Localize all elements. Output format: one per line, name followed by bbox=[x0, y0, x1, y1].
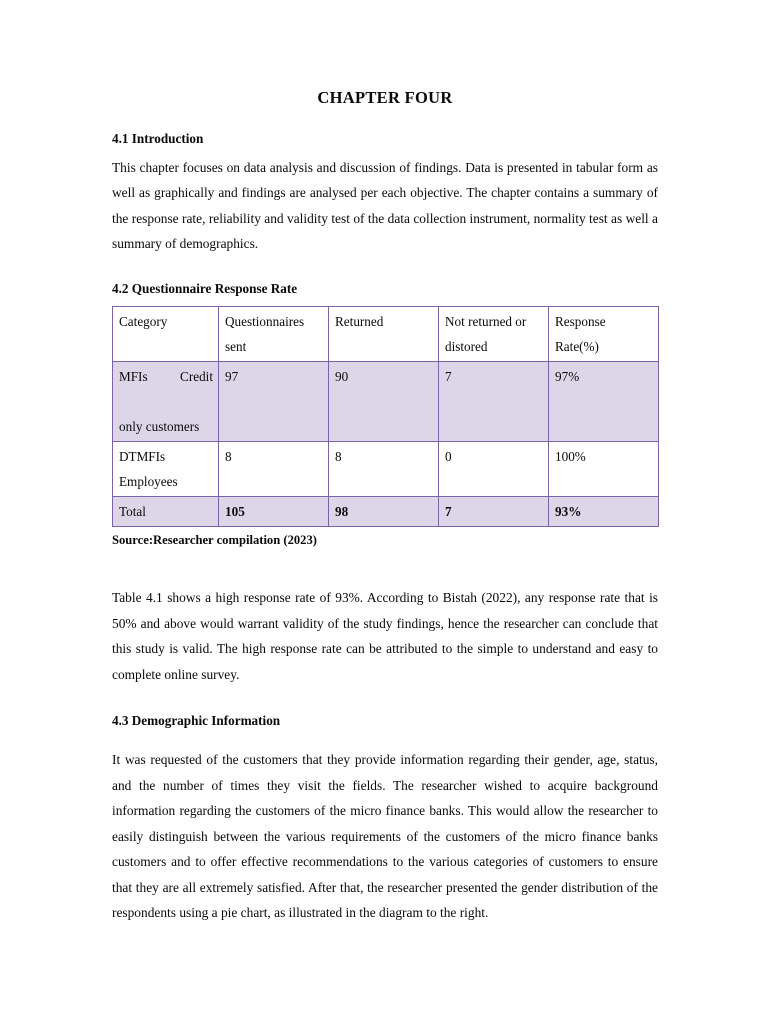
table-header-questionnaires-sent bbox=[219, 307, 329, 362]
header-questionnaires-line1: Questionnaires bbox=[225, 314, 305, 330]
row-sent-dtmfis: 8 bbox=[219, 442, 329, 497]
header-response-rate-line2: Rate(%) bbox=[555, 339, 599, 355]
response-rate-discussion-paragraph: Table 4.1 shows a high response rate of 93%. According to Bistah (2022), any response rate that is 50% and above would warrant validity of the study findings, hence the researcher can conclude that this study is valid. The high response rate can be attributed to the simple to understand and easy to complete online survey. bbox=[112, 590, 658, 682]
questionnaire-response-rate-table bbox=[112, 306, 659, 527]
section-heading-demographic: 4.3 Demographic Information bbox=[112, 713, 281, 729]
table-header-returned bbox=[329, 307, 439, 362]
table-total-row bbox=[113, 497, 659, 527]
document-page bbox=[112, 0, 658, 1024]
header-not-returned-line2: distored bbox=[445, 339, 488, 355]
table-header-not-returned bbox=[439, 307, 549, 362]
table-header-response-rate bbox=[549, 307, 659, 362]
row-category-dtmfis-line2: Employees bbox=[119, 474, 178, 490]
row-category-line1-word1: MFIs bbox=[119, 369, 148, 385]
introduction-paragraph: This chapter focuses on data analysis and discussion of findings. Data is presented in tabular form as well as graphically and findings are analysed per each objective. The chapter contains a summary of the response rate, reliability and validity test of the data collection instrument, normality test as well a summary of demographics. bbox=[112, 159, 658, 252]
table-header-row bbox=[113, 307, 659, 362]
total-returned: 98 bbox=[329, 497, 439, 527]
header-response-rate-line1: Response bbox=[555, 314, 606, 330]
header-returned-text: Returned bbox=[335, 314, 384, 330]
page-title: CHAPTER FOUR bbox=[317, 88, 453, 107]
table-header-category bbox=[113, 307, 219, 362]
section-heading-response-rate: 4.2 Questionnaire Response Rate bbox=[112, 280, 298, 296]
row-response-rate-mfis: 97% bbox=[549, 362, 659, 442]
row-category-mfis bbox=[113, 362, 219, 442]
row-category-line2: only customers bbox=[119, 419, 200, 435]
row-not-returned-mfis: 7 bbox=[439, 362, 549, 442]
row-category-dtmfis bbox=[113, 442, 219, 497]
row-category-dtmfis-line1: DTMFIs bbox=[119, 449, 166, 465]
header-not-returned-line1: Not returned or bbox=[445, 314, 527, 330]
total-response-rate: 93% bbox=[549, 497, 659, 527]
row-not-returned-dtmfis: 0 bbox=[439, 442, 549, 497]
row-returned-dtmfis: 8 bbox=[329, 442, 439, 497]
table-source-note: Source:Researcher compilation (2023) bbox=[112, 533, 317, 548]
row-category-line1 bbox=[119, 364, 213, 414]
header-category-text: Category bbox=[119, 314, 168, 330]
total-sent: 105 bbox=[219, 497, 329, 527]
total-not-returned: 7 bbox=[439, 497, 549, 527]
demographic-paragraph: It was requested of the customers that they provide information regarding their gender, age, status, and the number of times they visit the fields. The researcher wished to acquire background information regarding the customers of the micro finance banks. This would allow the researcher to easily distinguish between the various requirements of the customers of the micro finance banks customers and to offer effective recommendations to the various categories of customers to ensure that they are all extremely satisfied. After that, the researcher presented the gender distribution of the respondents using a pie chart, as illustrated in the diagram to the right. bbox=[112, 752, 658, 921]
header-questionnaires-line2: sent bbox=[225, 339, 247, 355]
row-category-line1-word2: Credit bbox=[180, 369, 213, 385]
row-returned-mfis: 90 bbox=[329, 362, 439, 442]
table-row bbox=[113, 362, 659, 442]
table-row bbox=[113, 442, 659, 497]
total-label: Total bbox=[113, 497, 219, 527]
row-response-rate-dtmfis: 100% bbox=[549, 442, 659, 497]
section-heading-introduction: 4.1 Introduction bbox=[112, 130, 204, 146]
row-sent-mfis: 97 bbox=[219, 362, 329, 442]
